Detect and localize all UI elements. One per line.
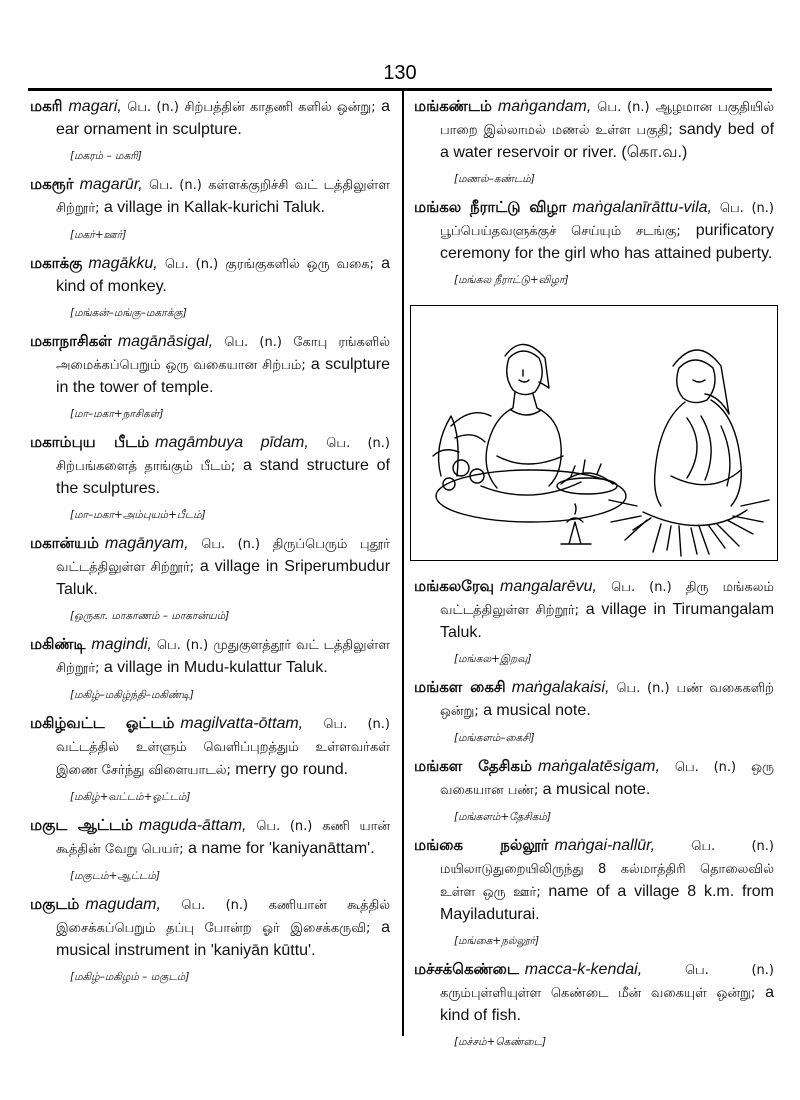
part-of-speech: பெ. (n.) [719, 201, 775, 216]
headword: மகுட ஆட்டம் [30, 816, 133, 834]
transliteration: magānyam, [104, 535, 189, 552]
part-of-speech: பெ. (n.) [164, 257, 219, 272]
english-gloss: a ear ornament in sculpture. [56, 98, 390, 138]
dictionary-entry [30, 633, 390, 706]
transliteration: magāmbuya pīdam, [155, 434, 309, 451]
english-gloss: a village in Kallak-kurichi Taluk. [103, 199, 325, 216]
tamil-definition: முதுகுளத்தூர் வட் டத்திலுள்ள சிற்றூர்; [56, 638, 390, 676]
dictionary-entry [30, 814, 390, 887]
etymology: [மா–மகா+அம்புயம்+பீடம்] [70, 509, 206, 521]
headword: மங்கண்டம் [414, 97, 492, 115]
dictionary-entry [414, 676, 774, 749]
part-of-speech: பெ. (n.) [691, 839, 774, 854]
part-of-speech: பெ. (n.) [684, 963, 774, 978]
header-rule [28, 88, 772, 91]
english-gloss: purificatory ceremony for the girl who has attained puberty. [440, 222, 774, 262]
part-of-speech: பெ. (n.) [224, 335, 282, 350]
etymology: [மங்கல+இறவு] [454, 653, 532, 665]
transliteration: maṅgalakaisi, [511, 679, 610, 696]
right-column [414, 95, 774, 1059]
part-of-speech: பெ. (n.) [674, 760, 737, 775]
ceremony-illustration-drawing [411, 306, 777, 560]
etymology: [மகரம் – மகரி] [70, 150, 142, 162]
english-gloss: merry go round. [235, 761, 349, 778]
part-of-speech: பெ. (n.) [323, 717, 390, 732]
tamil-definition: கணி யான் கூத்தின் வேறு பெயர்; [56, 819, 391, 857]
transliteration: magari, [68, 98, 122, 115]
english-gloss: a stand structure of the sculptures. [56, 457, 390, 497]
headword: மகாநாசிகள் [30, 332, 112, 350]
tamil-definition: திரு மங்கலம் வட்டத்திலுள்ள சிற்றூர்; [440, 580, 774, 618]
tamil-definition: சிற்பத்தின் காதணி களில் ஒன்று; [184, 100, 376, 115]
transliteration: magarūr, [79, 176, 143, 193]
part-of-speech: பெ. (n.) [149, 178, 202, 193]
dictionary-entry [414, 958, 774, 1053]
english-gloss: a musical note. [483, 702, 591, 719]
ceremony-illustration [410, 305, 778, 561]
english-gloss: name of a village 8 k.m. from Mayiladuturai. [440, 883, 774, 923]
headword: மங்கை நல்லூர் [414, 836, 549, 854]
tamil-definition: கணியான் கூத்தில் இசைக்கப்பெறும் தப்பு போன்ற ஓர் இசைக்கருவி; [56, 898, 391, 936]
etymology: [மங்கை+நல்லூர்] [454, 935, 540, 947]
transliteration: magākku, [88, 255, 158, 272]
tamil-definition: கரும்புள்ளியுள்ள கெண்டை மீன் வகையுள் ஒன்று; [440, 986, 756, 1001]
etymology: [மங்களம்+தேசிகம்] [454, 811, 551, 823]
headword: மகரி [30, 97, 63, 115]
etymology: [மணல்–கண்டம்] [454, 173, 535, 185]
tamil-definition: சிற்பங்களைத் தாங்கும் பீடம்; [56, 459, 236, 474]
etymology: [மகிழ்–மகிழம் – மகுடம்] [70, 971, 190, 983]
part-of-speech: பெ. (n.) [256, 819, 313, 834]
english-gloss: a musical instrument in 'kaniyān kūttu'. [56, 919, 390, 959]
etymology: [மகர்+ஊர்] [70, 229, 127, 241]
etymology: [மகுடம்+ஆட்டம்] [70, 870, 160, 882]
headword: மங்கள கைசி [414, 678, 506, 696]
etymology: [மங்கன்–மங்கு–மகாக்கு] [70, 307, 187, 319]
dictionary-entry [30, 173, 390, 246]
dictionary-entry [414, 755, 774, 828]
english-gloss: a village in Tirumangalam Taluk. [440, 601, 775, 641]
transliteration: magilvatta-ōttam, [180, 715, 304, 732]
headword: மகாக்கு [30, 254, 83, 272]
dictionary-entry [414, 834, 774, 952]
headword: மகுடம் [30, 895, 80, 913]
headword: மச்சக்கெண்டை [414, 960, 519, 978]
english-gloss: a village in Mudu-kulattur Taluk. [103, 659, 328, 676]
transliteration: mangalarēvu, [500, 578, 597, 595]
tamil-definition: ஒரு வகையான பண்; [440, 760, 775, 798]
tamil-definition: மயிலாடுதுறையிலிருந்து 8 கல்மாத்திரி தொலைவில் உள்ள ஒரு ஊர்; [440, 862, 774, 900]
transliteration: maṅgalanīrāttu-vila, [572, 199, 712, 216]
etymology: [மச்சம்+கெண்டை] [454, 1036, 547, 1048]
part-of-speech: பெ. (n.) [201, 537, 261, 552]
english-gloss: a village in Sriperumbudur Taluk. [56, 558, 391, 598]
etymology: [மா–மகா+நாசிகள்] [70, 408, 164, 420]
tamil-definition: ஆழமான பகுதியில் பாறை இல்லாமல் மணல் உள்ள பகுதி; [440, 100, 775, 138]
transliteration: magindi, [91, 636, 152, 653]
dictionary-entry [30, 95, 390, 167]
dictionary-entry [414, 196, 774, 291]
english-gloss: a kind of monkey. [56, 255, 391, 295]
part-of-speech: பெ. (n.) [616, 681, 670, 696]
tamil-definition: திருப்பெரும் புதூர் வட்டத்திலுள்ள சிற்றூர்; [56, 537, 390, 575]
dictionary-entry [414, 575, 774, 670]
part-of-speech: பெ. (n.) [597, 100, 650, 115]
dictionary-entry [30, 532, 390, 627]
transliteration: maṅgalatēsigam, [538, 758, 660, 775]
left-column [30, 95, 390, 994]
tamil-definition: கள்ளக்குறிச்சி வட் டத்திலுள்ள சிற்றூர்; [56, 178, 390, 216]
headword: மகிழ்வட்ட ஓட்டம் [30, 714, 175, 732]
part-of-speech: பெ. (n.) [611, 580, 672, 595]
dictionary-entry [30, 893, 390, 988]
part-of-speech: பெ. (n.) [326, 436, 391, 451]
dictionary-entry [30, 431, 390, 526]
dictionary-entry [30, 712, 390, 808]
headword: மகரூர் [30, 175, 74, 193]
english-gloss: a kind of fish. [440, 984, 774, 1024]
part-of-speech: பெ. (n.) [127, 100, 179, 115]
transliteration: maṅgai-nallūr, [554, 837, 656, 854]
transliteration: maguda-āttam, [138, 817, 247, 834]
etymology: [மங்கல நீராட்டு+விழா] [454, 274, 569, 286]
headword: மங்கள தேசிகம் [414, 757, 533, 775]
english-gloss: a sculpture in the tower of temple. [56, 356, 390, 396]
etymology: [மகிழ்–மகிழ்ந்தி–மகிண்டி] [70, 689, 194, 701]
transliteration: magudam, [85, 896, 161, 913]
headword: மகாம்புய பீடம் [30, 433, 150, 451]
tamil-definition: குரங்குகளில் ஒரு வகை; [225, 257, 375, 272]
dictionary-entry [30, 252, 390, 324]
headword: மங்கல நீராட்டு விழா [414, 198, 567, 216]
dictionary-entry [30, 330, 390, 425]
part-of-speech: பெ. (n.) [181, 898, 249, 913]
transliteration: maṅgandam, [497, 98, 592, 115]
tamil-definition: வட்டத்தில் உள்ளும் வெளிப்புறத்தும் உள்ளவர்கள் இணை சேர்ந்து விளையாடல்; [56, 740, 390, 778]
page-number: 130 [383, 62, 417, 84]
transliteration: magānāsigal, [117, 333, 214, 350]
headword: மகான்யம் [30, 534, 99, 552]
etymology: [மங்களம்–கைசி] [454, 732, 535, 744]
etymology: [ஒருகா. மாகாணம் – மாகான்யம்] [70, 610, 230, 622]
dictionary-entry [414, 95, 774, 190]
headword: மங்கலரேவு [414, 577, 495, 595]
english-gloss: a musical note. [542, 781, 651, 798]
headword: மகிண்டி [30, 635, 86, 653]
part-of-speech: பெ. (n.) [156, 638, 209, 653]
etymology: [மகிழ்+வட்டம்+ஓட்டம்] [70, 791, 191, 803]
english-gloss: a name for 'kaniyanāttam'. [188, 840, 375, 857]
tamil-definition: கோபு ரங்களில் அமைக்கப்பெறும் ஒரு வகையான சிற்பம்; [56, 335, 391, 373]
transliteration: macca-k-kendai, [524, 961, 643, 978]
column-divider [402, 91, 404, 1036]
tamil-definition: பூப்பெய்தவளுக்குச் செய்யும் சடங்கு; [440, 224, 681, 239]
english-gloss: sandy bed of a water reservoir or river. (கொ.வ.) [440, 121, 775, 161]
tamil-definition: பண் வகைகளிற் ஒன்று; [440, 681, 774, 719]
entry-list-left [30, 95, 390, 988]
